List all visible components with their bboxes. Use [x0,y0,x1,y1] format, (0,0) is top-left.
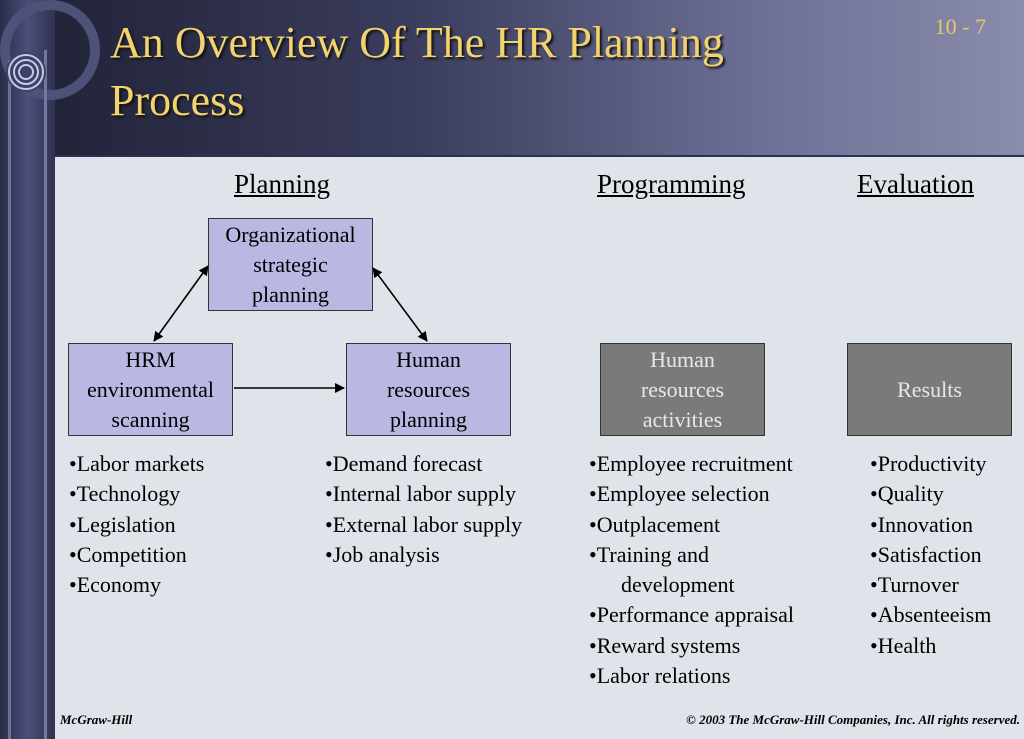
list-item: •Employee recruitment [589,451,793,476]
arrow-org-to-scanning [154,266,208,341]
list-item: •Performance appraisal [589,602,794,628]
list-item: •Technology [69,481,181,507]
list-item: •Reward systems [589,632,741,658]
list-item: •Labor markets [69,451,205,476]
list-item: •Outplacement [589,511,721,537]
copyright-notice: © 2003 The McGraw-Hill Companies, Inc. All rights reserved. [686,712,1020,727]
list-item: •Labor relations [589,663,731,689]
publisher-label: McGraw-Hill [60,712,133,727]
box-line: planning [251,281,329,307]
title-line-1: An Overview Of The HR Planning [110,18,724,67]
slide-number: 10 - 7 [934,14,986,39]
planning-heading: Planning [234,169,331,199]
list-item: •Productivity [870,451,987,476]
list-item: •Health [870,632,937,658]
list-item: •Internal labor supply [325,481,516,507]
list-item: •Innovation [870,511,974,537]
list-item-continuation: development [621,572,735,598]
list-item: •Demand forecast [325,451,483,476]
list-item: •Economy [69,572,162,598]
list-item: •Competition [69,541,187,567]
box-line: Human [396,346,461,372]
box-line: resources [640,376,725,402]
list-item: •Legislation [69,511,176,537]
results-label: Results [897,376,962,402]
list-item: •Employee selection [589,481,770,507]
box-line: environmental [86,376,215,402]
list-item: •Turnover [870,572,959,598]
box-line: resources [386,376,471,402]
hr-activities-list [589,449,794,691]
evaluation-heading: Evaluation [857,169,974,199]
box-line: strategic [253,251,328,277]
box-line: planning [389,406,467,432]
list-item: •External labor supply [325,511,523,537]
box-line: Organizational [225,221,356,247]
box-line: activities [642,406,723,432]
arrow-org-to-hr-planning [373,268,427,341]
list-item: •Quality [870,481,944,507]
list-item: •Absenteeism [870,602,992,628]
list-item: •Training and [589,541,709,567]
title-line-2: Process [110,76,245,125]
programming-heading: Programming [597,169,746,199]
box-line: HRM [125,346,176,372]
planning-tasks-list [325,449,522,570]
results-list [870,449,991,661]
box-line: scanning [111,406,190,432]
box-line: Human [650,346,715,372]
list-item: •Satisfaction [870,541,982,567]
scanning-factors-list [69,449,204,600]
list-item: •Job analysis [325,541,440,567]
